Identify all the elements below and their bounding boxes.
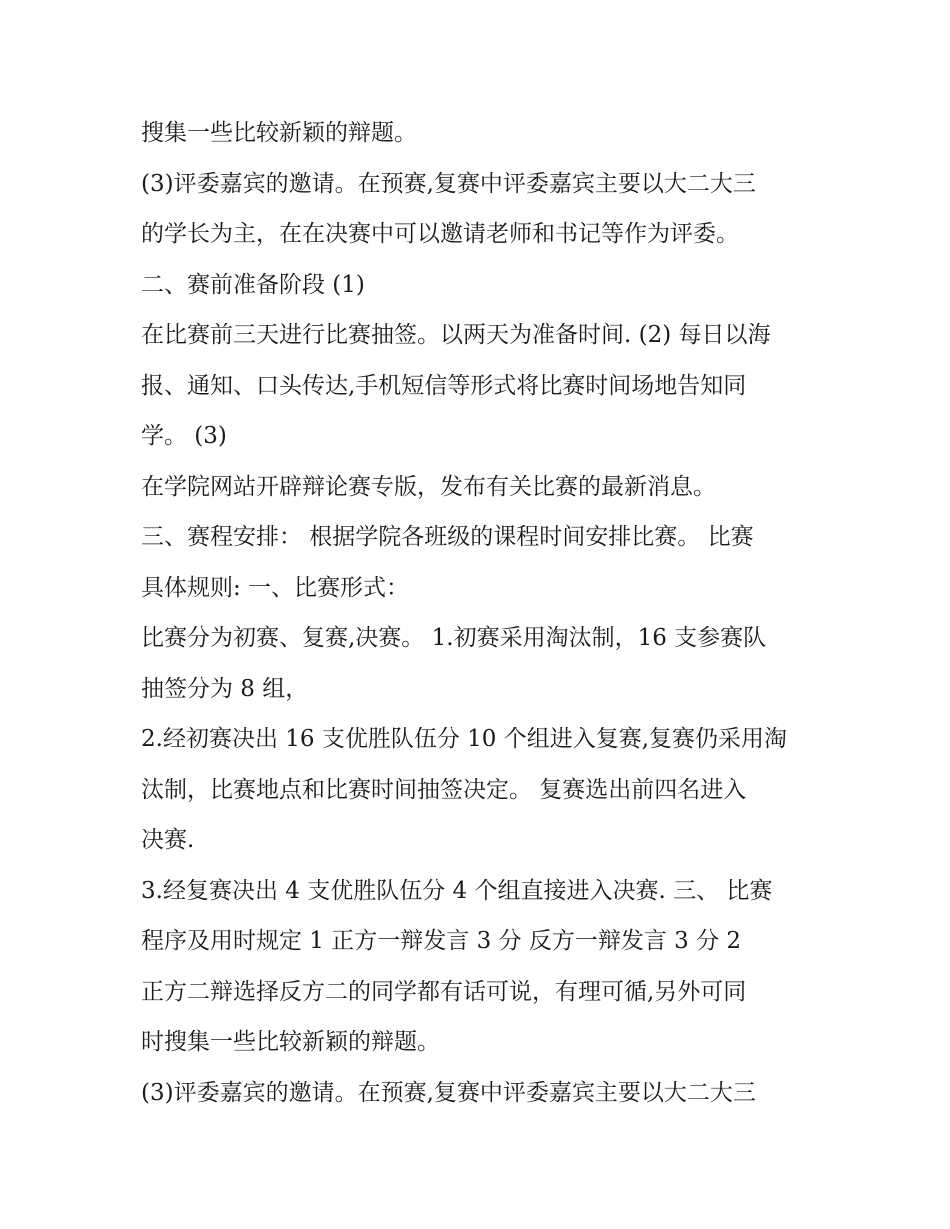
text-line-3: 的学长为主，在在决赛中可以邀请老师和书记等作为评委。	[141, 221, 739, 247]
text-line-1: 搜集一些比较新颖的辩题。	[141, 120, 417, 146]
text-line-18: 正方二辩选择反方二的同学都有话可说，有理可循,另外可同	[141, 978, 747, 1005]
text-line-8: 在学院网站开辟辩论赛专版，发布有关比赛的最新消息。	[141, 473, 716, 500]
text-line-11: 比赛分为初赛、复赛,决赛。 1.初赛采用淘汰制，16 支参赛队	[141, 625, 767, 651]
section-heading-2: 二、赛前准备阶段 (1)	[141, 271, 365, 298]
text-line-7: 学。 (3)	[141, 423, 227, 449]
text-line-2: (3)评委嘉宾的邀请。在预赛,复赛中评委嘉宾主要以大二大三	[141, 170, 756, 197]
text-line-14: 汰制，比赛地点和比赛时间抽签决定。 复赛选出前四名进入	[141, 776, 747, 803]
text-line-19: 时搜集一些比较新颖的辩题。	[141, 1029, 440, 1055]
text-line-20: (3)评委嘉宾的邀请。在预赛,复赛中评委嘉宾主要以大二大三	[141, 1079, 756, 1106]
text-line-15: 决赛.	[141, 827, 195, 853]
text-line-13: 2.经初赛决出 16 支优胜队伍分 10 个组进入复赛,复赛仍采用淘	[141, 726, 788, 752]
section-heading-3: 三、赛程安排： 根据学院各班级的课程时间安排比赛。 比赛	[141, 524, 754, 550]
text-line-10: 具体规则: 一、比赛形式：	[141, 574, 410, 601]
text-line-6: 报、通知、口头传达,手机短信等形式将比赛时间场地告知同	[141, 372, 747, 399]
document-body	[141, 108, 821, 1118]
text-line-16: 3.经复赛决出 4 支优胜队伍分 4 个组直接进入决赛. 三、 比赛	[141, 877, 773, 904]
text-line-17: 程序及用时规定 1 正方一辩发言 3 分 反方一辩发言 3 分 2	[141, 928, 742, 954]
text-line-12: 抽签分为 8 组，	[141, 675, 309, 702]
text-line-5: 在比赛前三天进行比赛抽签。以两天为准备时间. (2) 每日以海	[141, 322, 771, 348]
